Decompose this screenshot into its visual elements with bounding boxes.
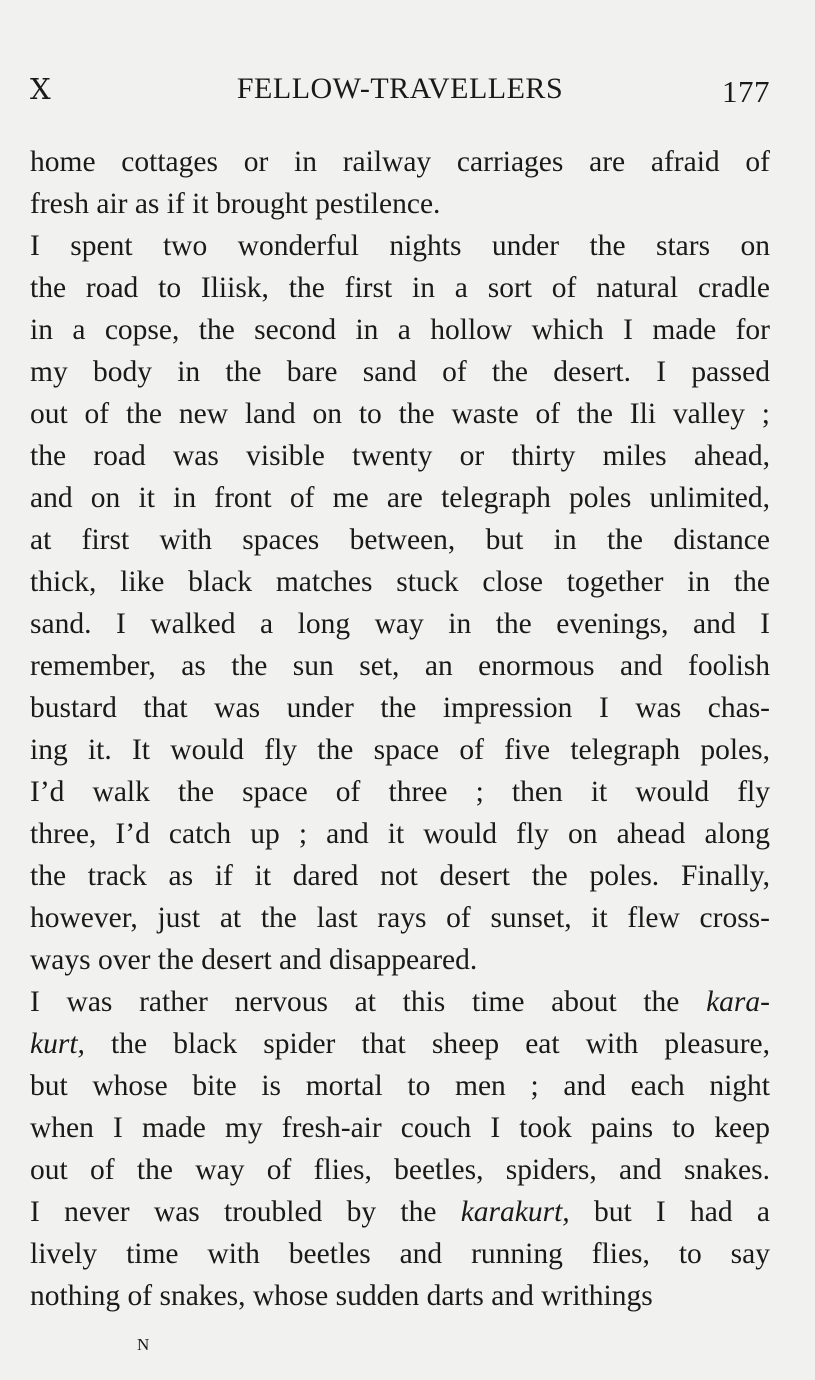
text-line (30, 183, 770, 225)
text-segment: I was rather nervous at this time about the (30, 986, 707, 1018)
text-segment: when I made my fresh-air couch I took pains to keep (30, 1112, 770, 1144)
text-segment: bustard that was under the impression I was chas- (30, 692, 770, 724)
text-segment: out of the way of flies, beetles, spiders, and snakes. (30, 1154, 770, 1186)
text-line (30, 1023, 770, 1065)
text-line (30, 141, 770, 183)
text-segment: the track as if it dared not desert the poles. Finally, (30, 860, 770, 892)
text-line (30, 687, 770, 729)
text-line (30, 939, 770, 981)
text-line (30, 1275, 770, 1317)
text-segment: my body in the bare sand of the desert. I passed (30, 356, 770, 388)
text-line (30, 561, 770, 603)
text-line (30, 1065, 770, 1107)
text-segment: ing it. It would fly the space of five telegraph poles, (30, 734, 770, 766)
text-segment: home cottages or in railway carriages are afraid of (30, 146, 770, 178)
text-line (30, 855, 770, 897)
text-segment: ways over the desert and disappeared. (30, 944, 478, 976)
text-segment: and on it in front of me are telegraph poles unlimited, (30, 482, 770, 514)
text-segment: lively time with beetles and running flies, to say (30, 1238, 770, 1270)
paragraph (30, 141, 770, 225)
chapter-number: X (30, 72, 52, 106)
text-line (30, 519, 770, 561)
text-line (30, 771, 770, 813)
text-line (30, 1191, 770, 1233)
italic-text: karakurt, (460, 1196, 570, 1228)
text-line (30, 1107, 770, 1149)
text-segment: but whose bite is mortal to men ; and each night (30, 1070, 770, 1102)
running-title: FELLOW-TRAVELLERS (236, 72, 564, 105)
paragraph (30, 225, 770, 981)
text-line (30, 309, 770, 351)
text-line (30, 393, 770, 435)
text-line (30, 435, 770, 477)
italic-text: kara- (706, 986, 770, 1018)
text-segment: remember, as the sun set, an enormous and foolish (30, 650, 770, 682)
text-line (30, 981, 770, 1023)
text-segment: three, I’d catch up ; and it would fly on ahead along (30, 818, 770, 850)
signature-mark: N (137, 1335, 151, 1354)
running-header (30, 70, 770, 110)
text-line (30, 813, 770, 855)
text-segment: fresh air as if it brought pestilence. (30, 188, 441, 220)
text-line (30, 729, 770, 771)
italic-text: kurt, (30, 1028, 85, 1060)
text-segment: I spent two wonderful nights under the stars on (30, 230, 770, 262)
body-text (30, 141, 770, 1317)
text-segment: nothing of snakes, whose sudden darts and writhings (30, 1280, 653, 1312)
text-segment: the black spider that sheep eat with pleasure, (84, 1028, 770, 1060)
text-segment: out of the new land on to the waste of the Ili valley ; (30, 398, 770, 430)
text-segment: thick, like black matches stuck close together in the (30, 566, 770, 598)
text-segment: I’d walk the space of three ; then it would fly (30, 776, 770, 808)
text-line (30, 351, 770, 393)
text-segment: the road was visible twenty or thirty miles ahead, (30, 440, 770, 472)
text-segment: however, just at the last rays of sunset, it flew cross- (30, 902, 770, 934)
text-line (30, 897, 770, 939)
paragraph (30, 981, 770, 1317)
text-line (30, 477, 770, 519)
page-number: 177 (722, 74, 770, 109)
text-segment: at first with spaces between, but in the distance (30, 524, 770, 556)
text-line (30, 267, 770, 309)
text-segment: sand. I walked a long way in the evenings, and I (30, 608, 770, 640)
text-segment: in a copse, the second in a hollow which I made for (30, 314, 770, 346)
text-line (30, 1233, 770, 1275)
text-segment: I never was troubled by the (30, 1196, 461, 1228)
text-line (30, 603, 770, 645)
text-segment: the road to Iliisk, the first in a sort of natural cradle (30, 272, 770, 304)
text-segment: but I had a (569, 1196, 770, 1228)
text-line (30, 1149, 770, 1191)
text-line (30, 225, 770, 267)
text-line (30, 645, 770, 687)
